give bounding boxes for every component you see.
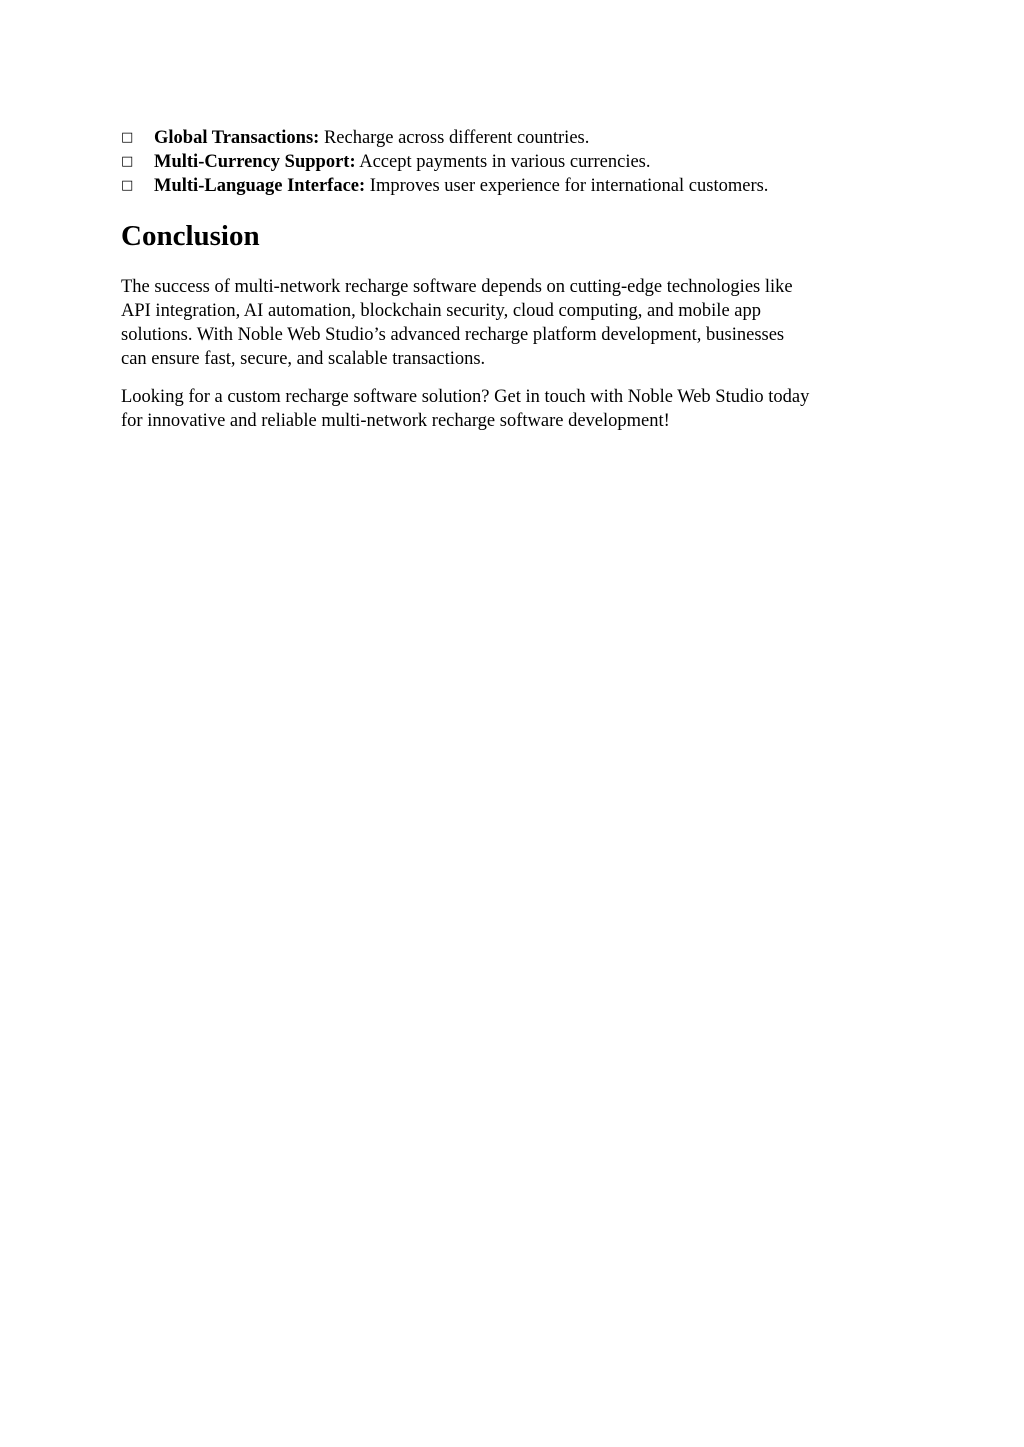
list-item xyxy=(121,150,911,174)
paragraph-line: can ensure fast, secure, and scalable transactions. xyxy=(121,349,486,369)
conclusion-paragraph-2 xyxy=(121,385,911,433)
checkbox-square-icon: □ xyxy=(121,130,134,145)
paragraph-line: Looking for a custom recharge software solution? Get in touch with Noble Web Studio today xyxy=(121,387,810,407)
bullet-text: Recharge across different countries. xyxy=(319,128,590,148)
paragraph-line: solutions. With Noble Web Studio’s advanced recharge platform development, businesses xyxy=(121,325,785,345)
bullet-term: Multi-Currency Support: xyxy=(154,152,356,172)
bullet-term: Global Transactions: xyxy=(154,128,320,148)
feature-bullet-list xyxy=(121,126,911,198)
bullet-term: Multi-Language Interface: xyxy=(154,176,366,196)
checkbox-square-icon: □ xyxy=(121,154,134,169)
bullet-text: Improves user experience for international customers. xyxy=(365,176,769,196)
checkbox-square-icon: □ xyxy=(121,178,134,193)
paragraph-line: API integration, AI automation, blockchain security, cloud computing, and mobile app xyxy=(121,301,761,321)
list-item xyxy=(121,174,911,198)
paragraph-line: The success of multi-network recharge software depends on cutting-edge technologies like xyxy=(121,277,793,297)
document-page xyxy=(121,126,911,433)
conclusion-heading: Conclusion xyxy=(121,220,260,252)
paragraph-line: for innovative and reliable multi-network recharge software development! xyxy=(121,411,670,431)
list-item xyxy=(121,126,911,150)
conclusion-paragraph-1 xyxy=(121,275,911,371)
bullet-text: Accept payments in various currencies. xyxy=(355,152,651,172)
